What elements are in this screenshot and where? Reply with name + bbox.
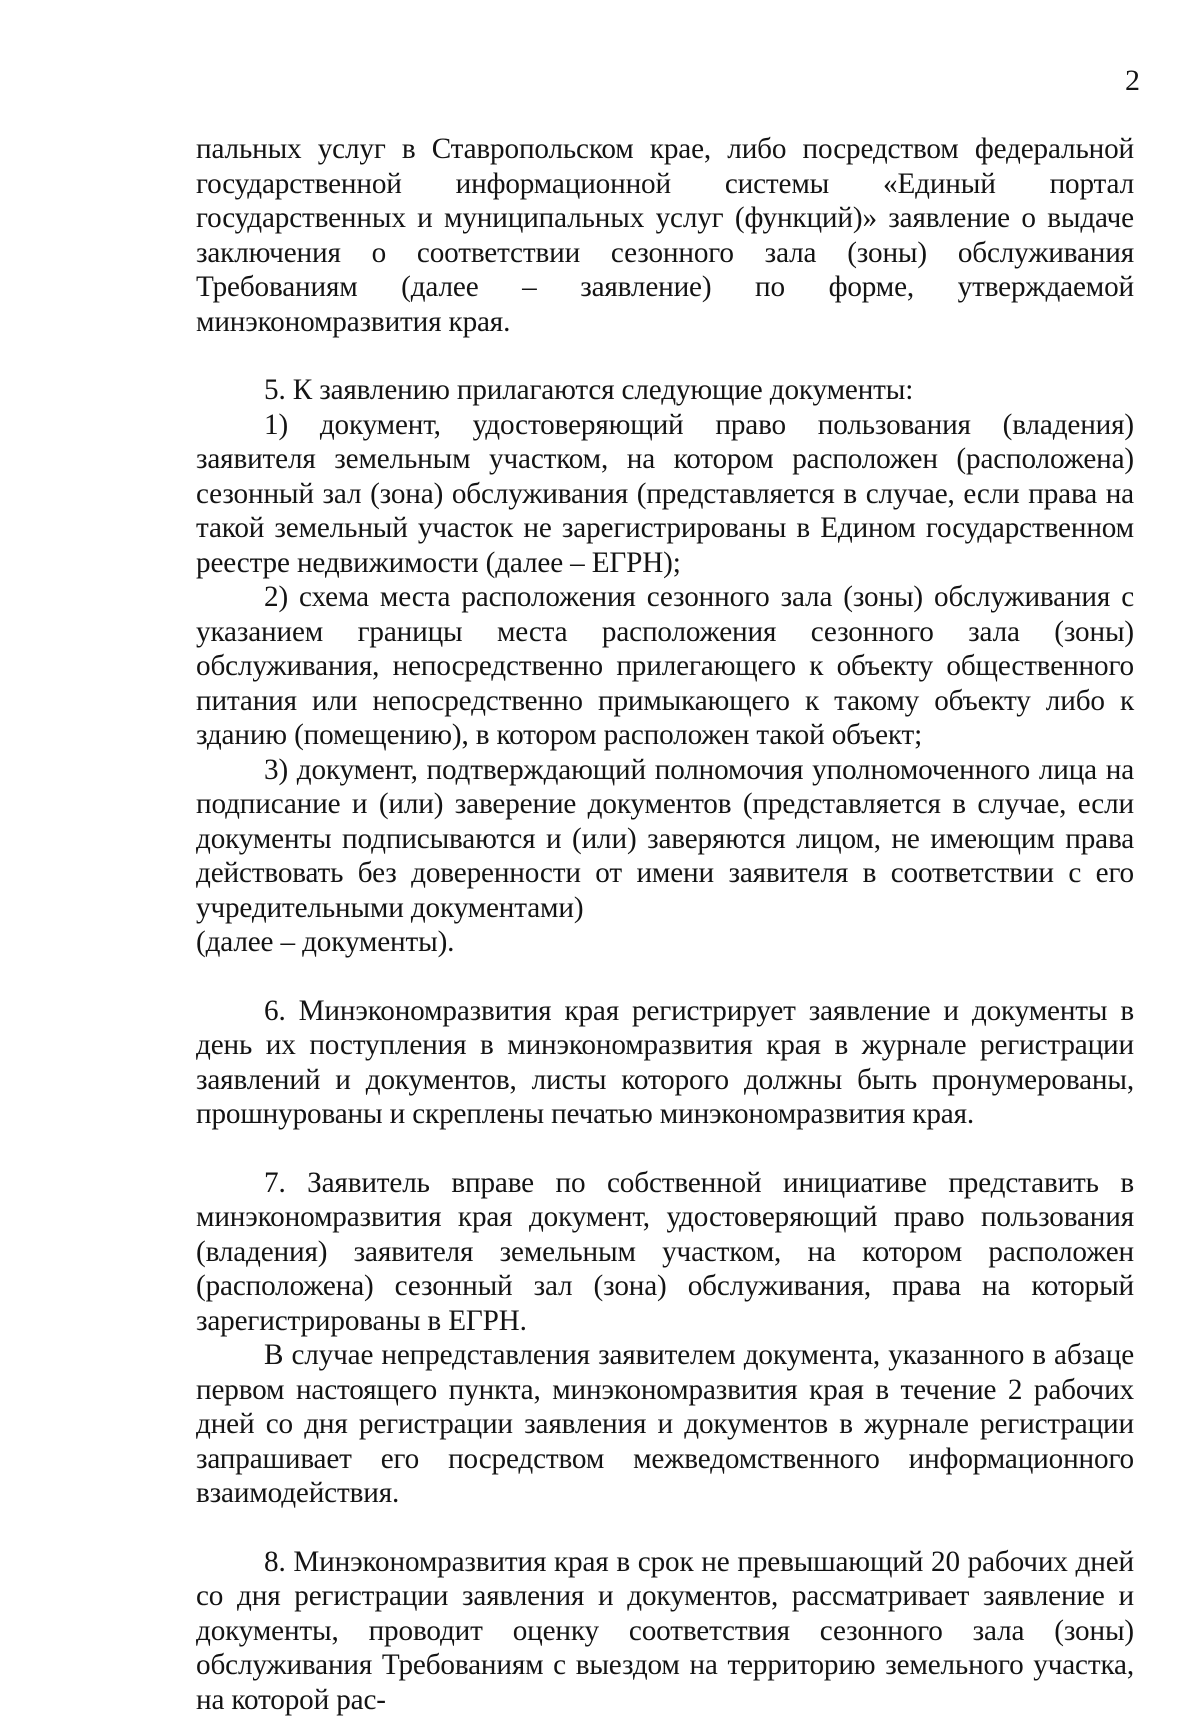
paragraph-subitem-1: 1) документ, удостоверяющий право пользования (владения) заявителя земельным участком, на котором расположен (расположена) сезонный зал (зона) обслуживания (представляется в случае, если права на такой земельный участок не зарегистрированы в Едином государственном реестре недвижимости (далее – ЕГРН); xyxy=(196,408,1134,581)
paragraph-item-8: 8. Минэкономразвития края в срок не превышающий 20 рабочих дней со дня регистрации заявления и документов, рассматривает заявление и документы, проводит оценку соответствия сезонного зала (зоны) обслуживания Требованиям с выездом на территорию земельного участка, на которой рас- xyxy=(196,1545,1134,1717)
document-body xyxy=(196,132,1134,1717)
paragraph-documents-note: (далее – документы). xyxy=(196,925,1134,960)
paragraph-item-7: 7. Заявитель вправе по собственной инициативе представить в минэкономразвития края документ, удостоверяющий право пользования (владения) заявителя земельным участком, на котором расположен (расположена) сезонный зал (зона) обслуживания, права на который зарегистрированы в ЕГРН. xyxy=(196,1166,1134,1339)
paragraph-continuation: пальных услуг в Ставропольском крае, либо посредством федеральной государственной информационной системы «Единый портал государственных и муниципальных услуг (функций)» заявление о выдаче заключения о соответствии сезонного зала (зоны) обслуживания Требованиям (далее – заявление) по форме, утверждаемой минэкономразвития края. xyxy=(196,132,1134,339)
paragraph-item-6: 6. Минэкономразвития края регистрирует заявление и документы в день их поступления в минэкономразвития края в журнале регистрации заявлений и документов, листы которого должны быть пронумерованы, прошнурованы и скреплены печатью минэкономразвития края. xyxy=(196,994,1134,1132)
page-number: 2 xyxy=(1100,64,1140,98)
paragraph-subitem-3: 3) документ, подтверждающий полномочия уполномоченного лица на подписание и (или) заверение документов (представляется в случае, если документы подписываются и (или) заверяются лицом, не имеющим права действовать без доверенности от имени заявителя в соответствии с его учредительными документами) xyxy=(196,753,1134,926)
paragraph-item-5: 5. К заявлению прилагаются следующие документы: xyxy=(196,373,1134,408)
paragraph-item-7-continued: В случае непредставления заявителем документа, указанного в абзаце первом настоящего пункта, минэкономразвития края в течение 2 рабочих дней со дня регистрации заявления и документов в журнале регистрации запрашивает его посредством межведомственного информационного взаимодействия. xyxy=(196,1338,1134,1511)
paragraph-subitem-2: 2) схема места расположения сезонного зала (зоны) обслуживания с указанием границы места расположения сезонного зала (зоны) обслуживания, непосредственно прилегающего к объекту общественного питания или непосредственно примыкающего к такому объекту либо к зданию (помещению), в котором расположен такой объект; xyxy=(196,580,1134,753)
